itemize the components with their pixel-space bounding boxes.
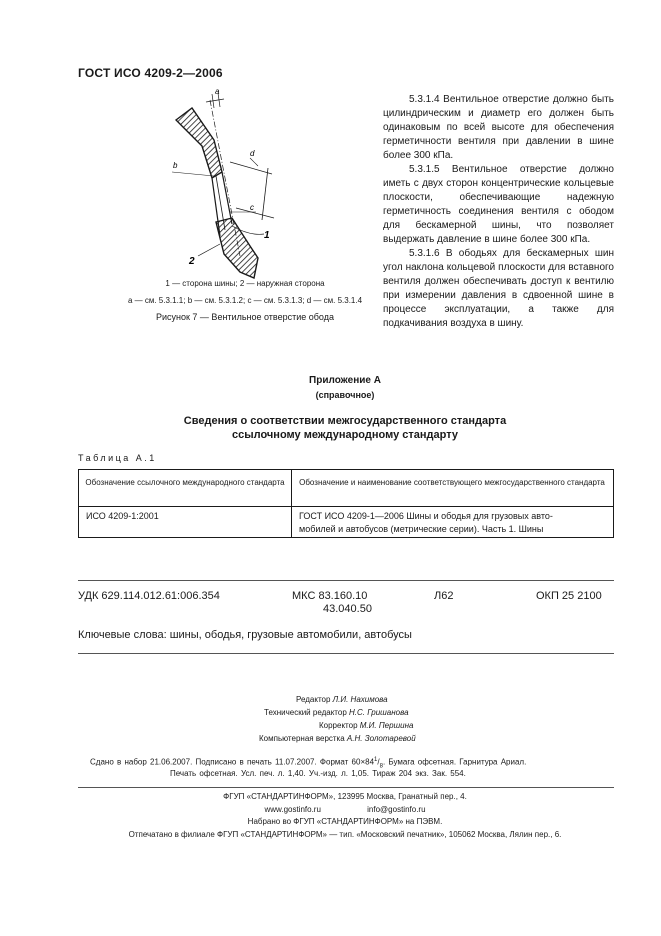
printing-note: Отпечатано в филиале ФГУП «СТАНДАРТИНФОРМ» — тип. «Московский печатник», 105062 Москва, Лялин пер., 6. (128, 830, 562, 839)
clause-5-3-1-5: 5.3.1.5 Вентильное отверстие должно иметь с двух сторон концентрические кольцевые плоскости, обеспечивающие надежную герметичность соединения вентиля с ободом для бескамерной шины, что позволяет выдержать давление в шине более 300 кПа. (383, 164, 614, 245)
table-header-equivalent: Обозначение и наименование соответствующего межгосударственного стандарта (299, 478, 605, 487)
valve-hole-figure (162, 86, 282, 282)
publication-info-line1: Сдано в набор 21.06.2007. Подписано в печать 11.07.2007. Формат $60\times 84^1/_8$. Бумага офсетная. Гарнитура Ариал. (90, 757, 527, 770)
udk-code: УДК 629.114.012.61:006.354 (78, 590, 220, 602)
publisher-address: ФГУП «СТАНДАРТИНФОРМ», 123995 Москва, Гранатный пер., 4. (223, 792, 467, 801)
label-c: c (250, 203, 254, 212)
label-1: 1 (264, 230, 270, 241)
document-header: ГОСТ ИСО 4209-2—2006 (78, 66, 223, 80)
rim-upper-section (176, 108, 222, 178)
typesetting-note: Набрано во ФГУП «СТАНДАРТИНФОРМ» на ПЭВМ. (247, 817, 443, 826)
table-cell-reference: ИСО 4209-1:2001 (86, 511, 159, 521)
credit-editor: Редактор Л.И. Нахимова (296, 695, 388, 704)
publication-info-line2: Печать офсетная. Усл. печ. л. 1,40. Уч.-изд. л. 1,05. Тираж 204 экз. Зак. 554. (170, 769, 466, 778)
publisher-contacts (60, 805, 630, 814)
label-d: d (250, 149, 255, 158)
credit-layout: Компьютерная верстка А.Н. Золотаревой (259, 734, 416, 743)
table-cell-equivalent (299, 510, 607, 536)
figure-legend-references: а — см. 5.3.1.1; b — см. 5.3.1.2; с — см. 5.3.1.3; d — см. 5.3.1.4 (127, 296, 363, 305)
rim-lower-section (216, 218, 258, 278)
appendix-title: Приложение А (309, 375, 381, 386)
mks-code (292, 590, 372, 616)
credit-corrector: Корректор М.И. Першина (319, 721, 414, 730)
correspondence-table (78, 469, 614, 538)
appendix-subtitle: (справочное) (315, 390, 375, 400)
appendix-heading-line2: ссылочному международному стандарту (232, 429, 458, 441)
clause-5-3-1-6: 5.3.1.6 В ободьях для бескамерных шин угол наклона кольцевой плоскости для вставного вентиля должен обеспечивать доступ к вентилю при измерении давления в сдвоенной шине в процессе эксплуатации, а также для подкачивания воздуха в шину. (383, 248, 614, 329)
appendix-heading-line1: Сведения о соответствии межгосударственного стандарта (183, 415, 507, 427)
publisher-email[interactable]: info@gostinfo.ru (367, 805, 426, 814)
divider (78, 653, 614, 654)
keywords: Ключевые слова: шины, ободья, грузовые автомобили, автобусы (78, 629, 412, 641)
figure-legend-sides: 1 — сторона шины; 2 — наружная сторона (165, 279, 325, 288)
table-label: Таблица А.1 (78, 453, 157, 463)
label-a: a (215, 87, 220, 96)
table-cell-equivalent-line2: мобилей и автобусов (метрические серии). Часть 1. Шины (299, 524, 544, 534)
label-b: b (173, 161, 178, 170)
l-code: Л62 (434, 590, 454, 602)
credit-tech-editor: Технический редактор Н.С. Гришанова (264, 708, 409, 717)
clause-5-3-1-4: 5.3.1.4 Вентильное отверстие должно быть цилиндрическим и диаметр его должен быть одинаковым по всей высоте для обеспечения герметичности вентиля при давлении в шине более 300 кПа. (383, 94, 614, 161)
table-header-reference: Обозначение ссылочного международного стандарта (85, 478, 285, 487)
divider (78, 580, 614, 581)
label-2: 2 (189, 256, 195, 267)
figure-caption: Рисунок 7 — Вентильное отверстие обода (155, 312, 334, 322)
clauses-column (383, 93, 614, 331)
publisher-website[interactable]: www.gostinfo.ru (264, 805, 321, 814)
mks-line1: МКС 83.160.10 (292, 590, 368, 602)
divider (78, 787, 614, 788)
okp-code: ОКП 25 2100 (536, 590, 602, 602)
mks-line2: 43.040.50 (323, 603, 372, 615)
table-cell-equivalent-line1: ГОСТ ИСО 4209-1—2006 Шины и ободья для грузовых авто- (299, 511, 553, 521)
